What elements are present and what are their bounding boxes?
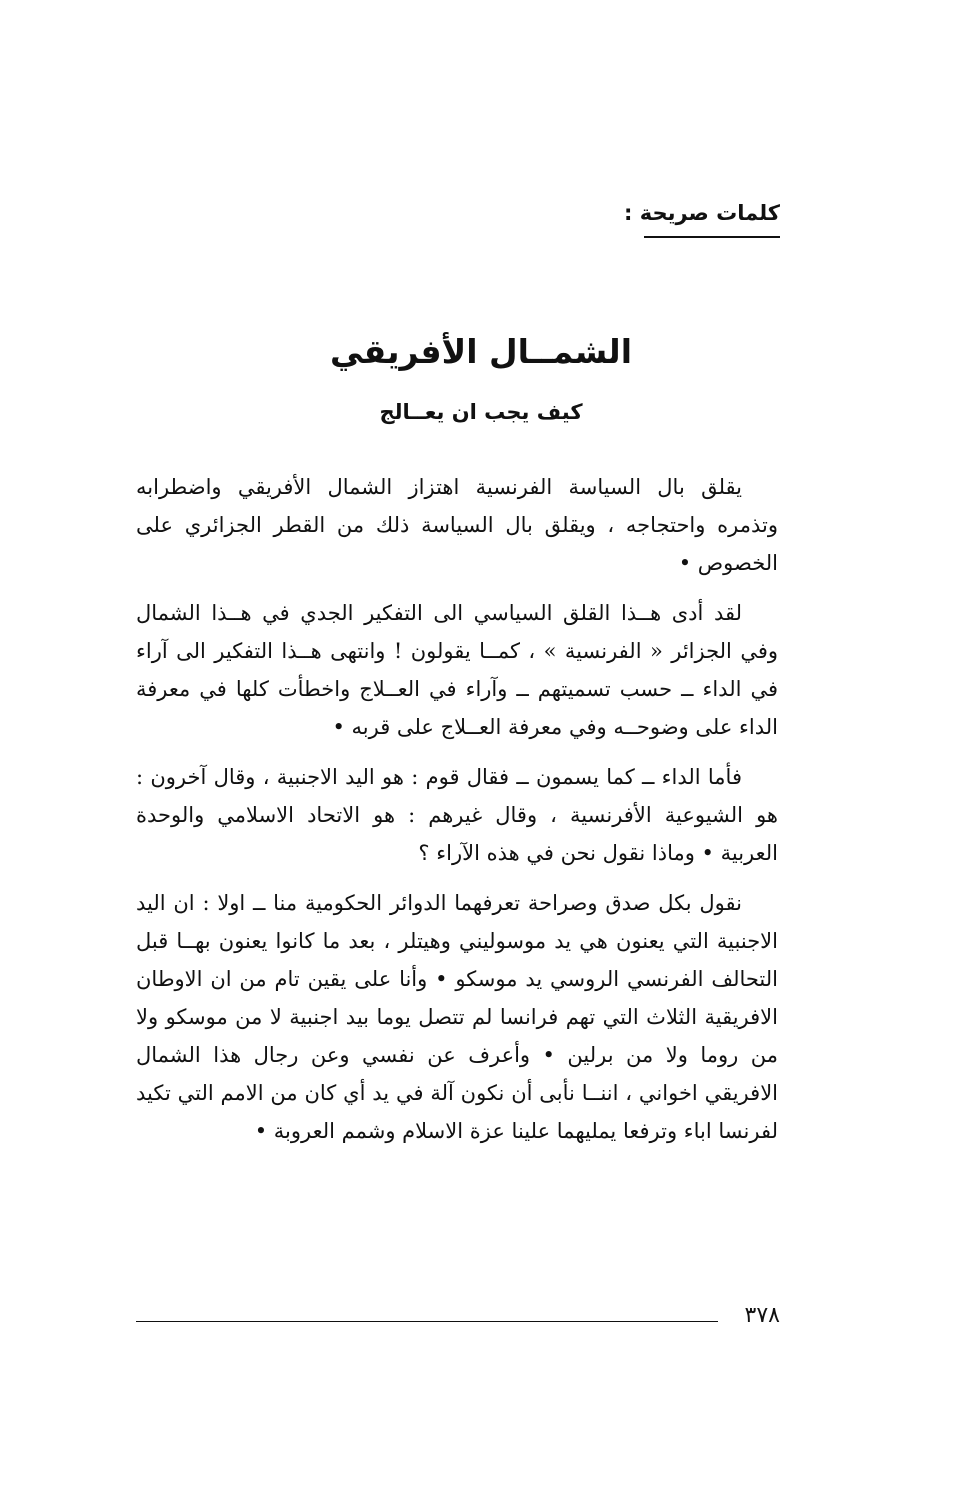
article-title: الشمــال الأفريقي [329, 332, 633, 371]
section-label: كلمات صريحة : [624, 201, 780, 225]
article-body [136, 468, 778, 1162]
paragraph: يقلق بال السياسة الفرنسية اهتزاز الشمال الأفريقي واضطرابه وتذمره واحتجاجه ، ويقلق بال السياسة ذلك من القطر الجزائري على الخصوص • [136, 475, 778, 575]
paragraph: لقد أدى هــذا القلق السياسي الى التفكير الجدي في هــذا الشمال وفي الجزائر « الفرنسية » ، كمــا يقولون ! وانتهى هــذا التفكير الى آراء في الداء ــ حسب تسميتهم ــ وآراء في العــلاج واخطأت كلها في معرفة الداء على وضوحــه وفي معرفة العــلاج على قربه • [136, 601, 778, 739]
paragraph: نقول بكل صدق وصراحة تعرفهما الدوائر الحكومية منا ــ اولا : ان اليد الاجنبية التي يعنون هي يد موسوليني وهيتلر ، بعد ما كانوا يعنون بهــا قبل التحالف الفرنسي الروسي يد موسكو • وأنا على يقين تام من ان الاوطان الافريقية الثلاث التي تهم فرانسا لم تتصل يوما بيد اجنبية لا من موسكو ولا من روما ولا من برلين • وأعرف عن نفسي وعن رجال هذا الشمال الافريقي اخواني ، اننــا نأبى أن نكون آلة في يد أي كان من الامم التي تكيد لفرنسا اباء وترفعا يمليهما علينا عزة الاسلام وشمم العروبة • [136, 891, 778, 1143]
section-label-underline [644, 236, 780, 238]
page-number: ٣٧٨ [744, 1303, 780, 1328]
article-subtitle: كيف يجب ان يعــالج [379, 400, 583, 424]
footer-rule [136, 1321, 718, 1322]
paragraph: فأما الداء ــ كما يسمون ــ فقال قوم : هو اليد الاجنبية ، وقال آخرون : هو الشيوعية الأفرنسية ، وقال غيرهم : هو الاتحاد الاسلامي والوحدة العربية • وماذا نقول نحن في هذه الآراء ؟ [136, 765, 778, 865]
